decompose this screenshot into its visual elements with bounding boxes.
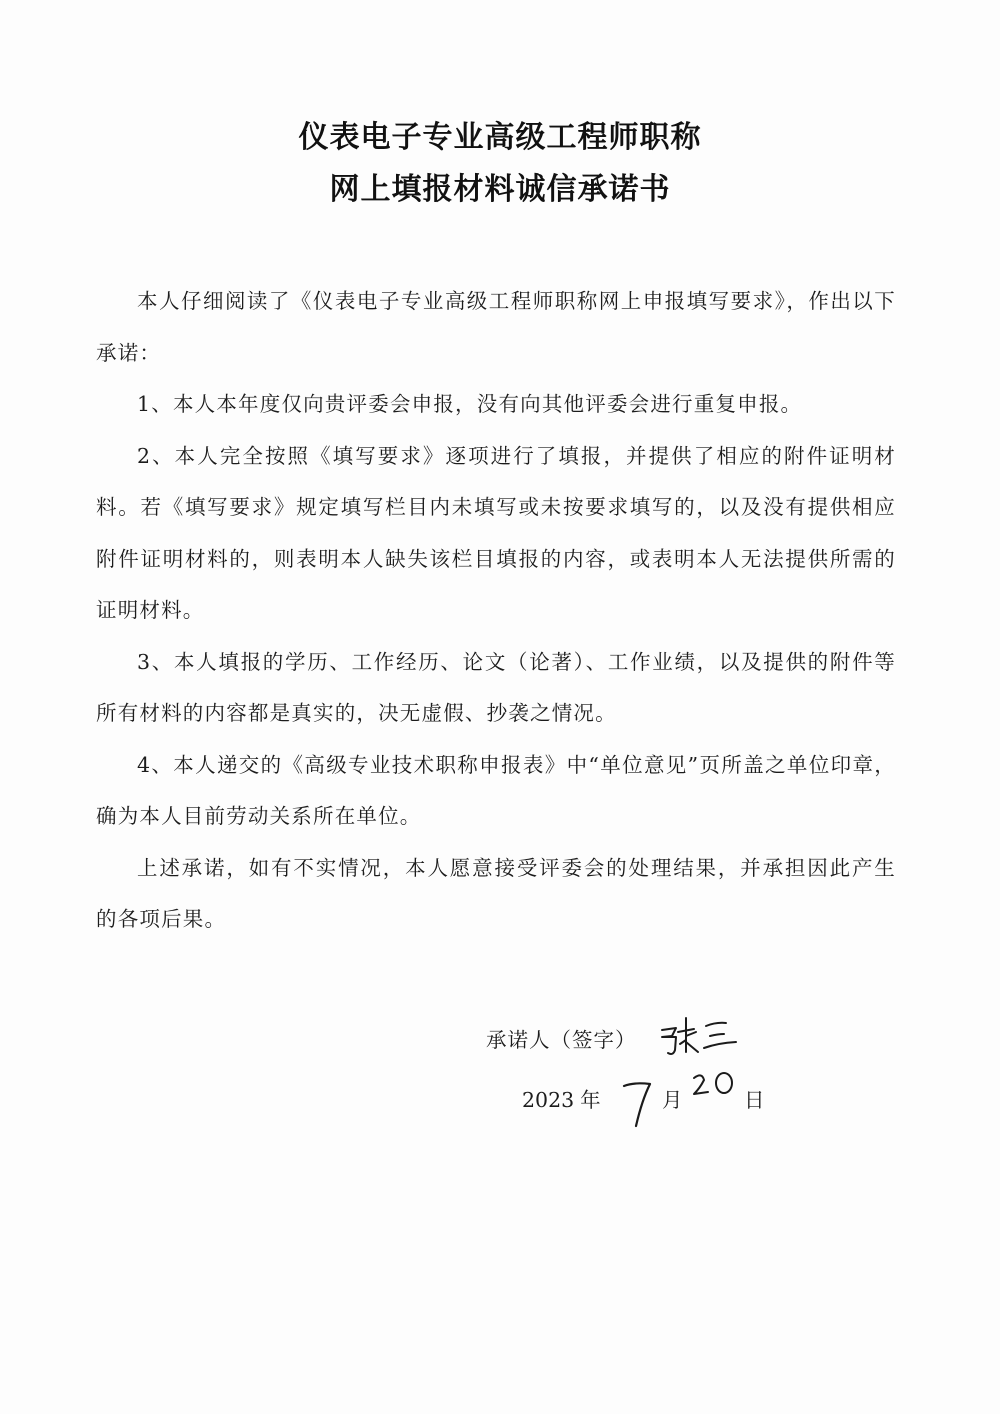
document-title <box>0 112 1000 216</box>
handwritten-day <box>690 1068 746 1104</box>
paragraph-commitment-4: 4、本人递交的《高级专业技术职称申报表》中“单位意见”页所盖之单位印章，确为本人目前劳动关系所在单位。 <box>96 752 896 828</box>
handwritten-signature <box>656 1010 746 1066</box>
date-month-unit: 月 <box>662 1088 683 1112</box>
date-year-unit: 年 <box>580 1088 601 1112</box>
date-row <box>522 1070 886 1130</box>
signature-block <box>486 1010 886 1130</box>
paragraph-commitment-3: 3、本人填报的学历、工作经历、论文（论著）、工作业绩，以及提供的附件等所有材料的内容都是真实的，决无虚假、抄袭之情况。 <box>96 649 896 725</box>
title-line-2: 网上填报材料诚信承诺书 <box>329 172 671 207</box>
paragraph-commitment-2: 2、本人完全按照《填写要求》逐项进行了填报，并提供了相应的附件证明材料。若《填写要求》规定填写栏目内未填写或未按要求填写的，以及没有提供相应附件证明材料的，则表明本人缺失该栏目填报的内容，或表明本人无法提供所需的证明材料。 <box>96 443 896 622</box>
signature-label: 承诺人（签字） <box>486 1028 637 1052</box>
date-year: 2023 <box>522 1088 575 1112</box>
paragraph-closing: 上述承诺，如有不实情况，本人愿意接受评委会的处理结果，并承担因此产生的各项后果。 <box>96 855 896 931</box>
title-line-1: 仪表电子专业高级工程师职称 <box>298 120 702 155</box>
date-day-unit: 日 <box>744 1088 765 1112</box>
paragraph-intro: 本人仔细阅读了《仪表电子专业高级工程师职称网上申报填写要求》，作出以下承诺： <box>96 289 896 365</box>
handwritten-month <box>620 1072 662 1132</box>
paragraph-commitment-1: 1、本人本年度仅向贵评委会申报，没有向其他评委会进行重复申报。 <box>137 392 803 416</box>
signature-row <box>486 1010 886 1070</box>
document-body <box>96 276 896 946</box>
